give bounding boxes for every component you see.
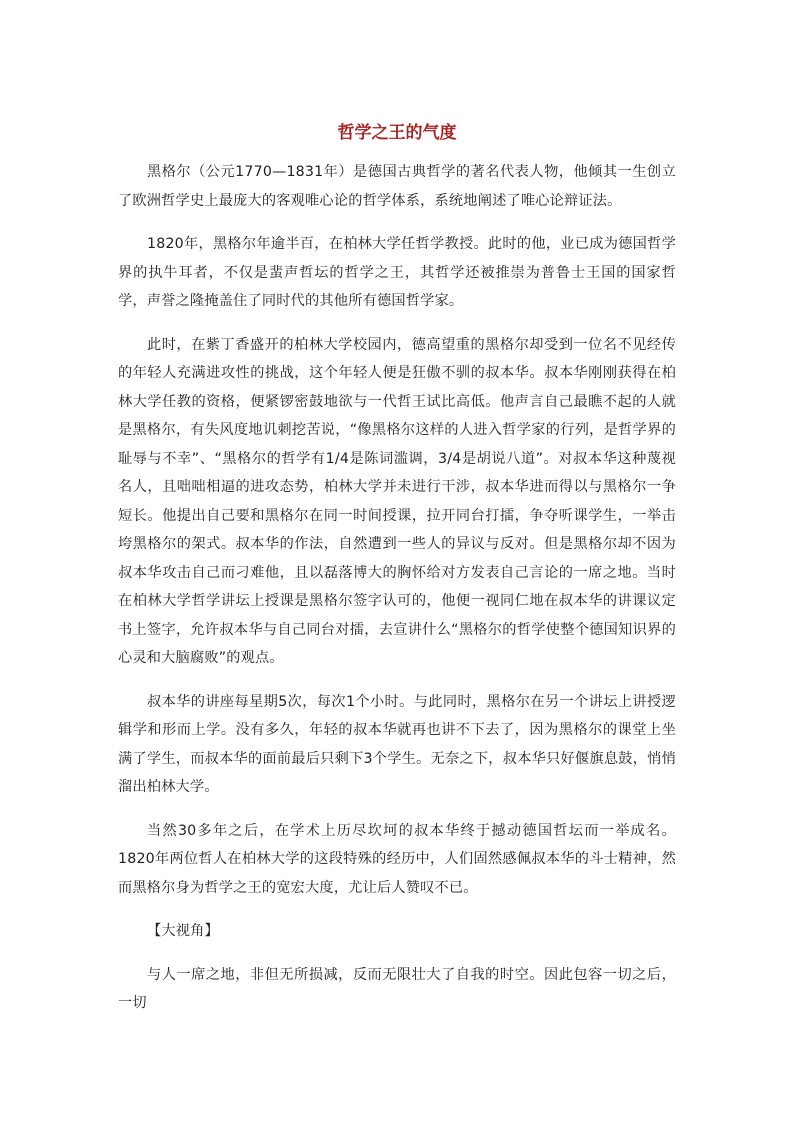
article-body [118, 158, 676, 1033]
paragraph-hegel-intro: 黑格尔（公元1770—1831年）是德国古典哲学的著名代表人物，他倾其一生创立了欧洲哲学史上最庞大的客观唯心论的哲学体系，系统地阐述了唯心论辩证法。 [118, 164, 676, 209]
section-heading: 【大视角】 [147, 923, 219, 939]
page-title: 哲学之王的气度 [337, 123, 457, 143]
paragraph-thirty-years-later: 当然30多年之后，在学术上历尽坎坷的叔本华终于撼动德国哲坛而一举成名。1820年两位哲人在柏林大学的这段特殊的经历中，人们固然感佩叔本华的斗士精神，然而黑格尔身为哲学之王的宽宏大度，尤让后人赞叹不已。 [118, 822, 676, 896]
paragraph-1820-professor: 1820年，黑格尔年逾半百，在柏林大学任哲学教授。此时的他，业已成为德国哲学界的执牛耳者，不仅是蜚声哲坛的哲学之王，其哲学还被推崇为普鲁士王国的国家哲学，声誉之隆掩盖住了同时代的其他所有德国哲学家。 [118, 236, 676, 309]
paragraph-lecture-outcome: 叔本华的讲座每星期5次，每次1个小时。与此同时，黑格尔在另一个讲坛上讲授逻辑学和形而上学。没有多久，年轻的叔本华就再也讲不下去了，因为黑格尔的课堂上坐满了学生，而叔本华的面前最后只剩下3个学生。无奈之下，叔本华只好偃旗息鼓，悄悄溜出柏林大学。 [118, 693, 676, 795]
paragraph-closing: 与人一席之地，非但无所损减，反而无限壮大了自我的时空。因此包容一切之后，一切 [118, 966, 676, 1011]
paragraph-schopenhauer-challenge: 此时，在紫丁香盛开的柏林大学校园内，德高望重的黑格尔却受到一位名不见经传的年轻人充满进攻性的挑战，这个年轻人便是狂傲不驯的叔本华。叔本华刚刚获得在柏林大学任教的资格，便紧锣密鼓地欲与一代哲王试比高低。他声言自己最瞧不起的人就是黑格尔，有失风度地讥刺挖苦说，“像黑格尔这样的人进入哲学家的行列，是哲学界的耻辱与不幸”、“黑格尔的哲学有1/4是陈词滥调，3/4是胡说八道”。对叔本华这种蔑视名人，且咄咄相逼的进攻态势，柏林大学并未进行干涉，叔本华进而得以与黑格尔一争短长。他提出自己要和黑格尔在同一时间授课，拉开同台打擂，争夺听课学生，一举击垮黑格尔的架式。叔本华的作法，自然遭到一些人的异议与反对。但是黑格尔却不因为叔本华攻击自己而刁难他，且以磊落博大的胸怀给对方发表自己言论的一席之地。当时在柏林大学哲学讲坛上授课是黑格尔签字认可的，他便一视同仁地在叔本华的讲课议定书上签字，允许叔本华与自己同台对擂，去宣讲什么“黑格尔的哲学使整个德国知识界的心灵和大脑腐败”的观点。 [118, 336, 676, 666]
